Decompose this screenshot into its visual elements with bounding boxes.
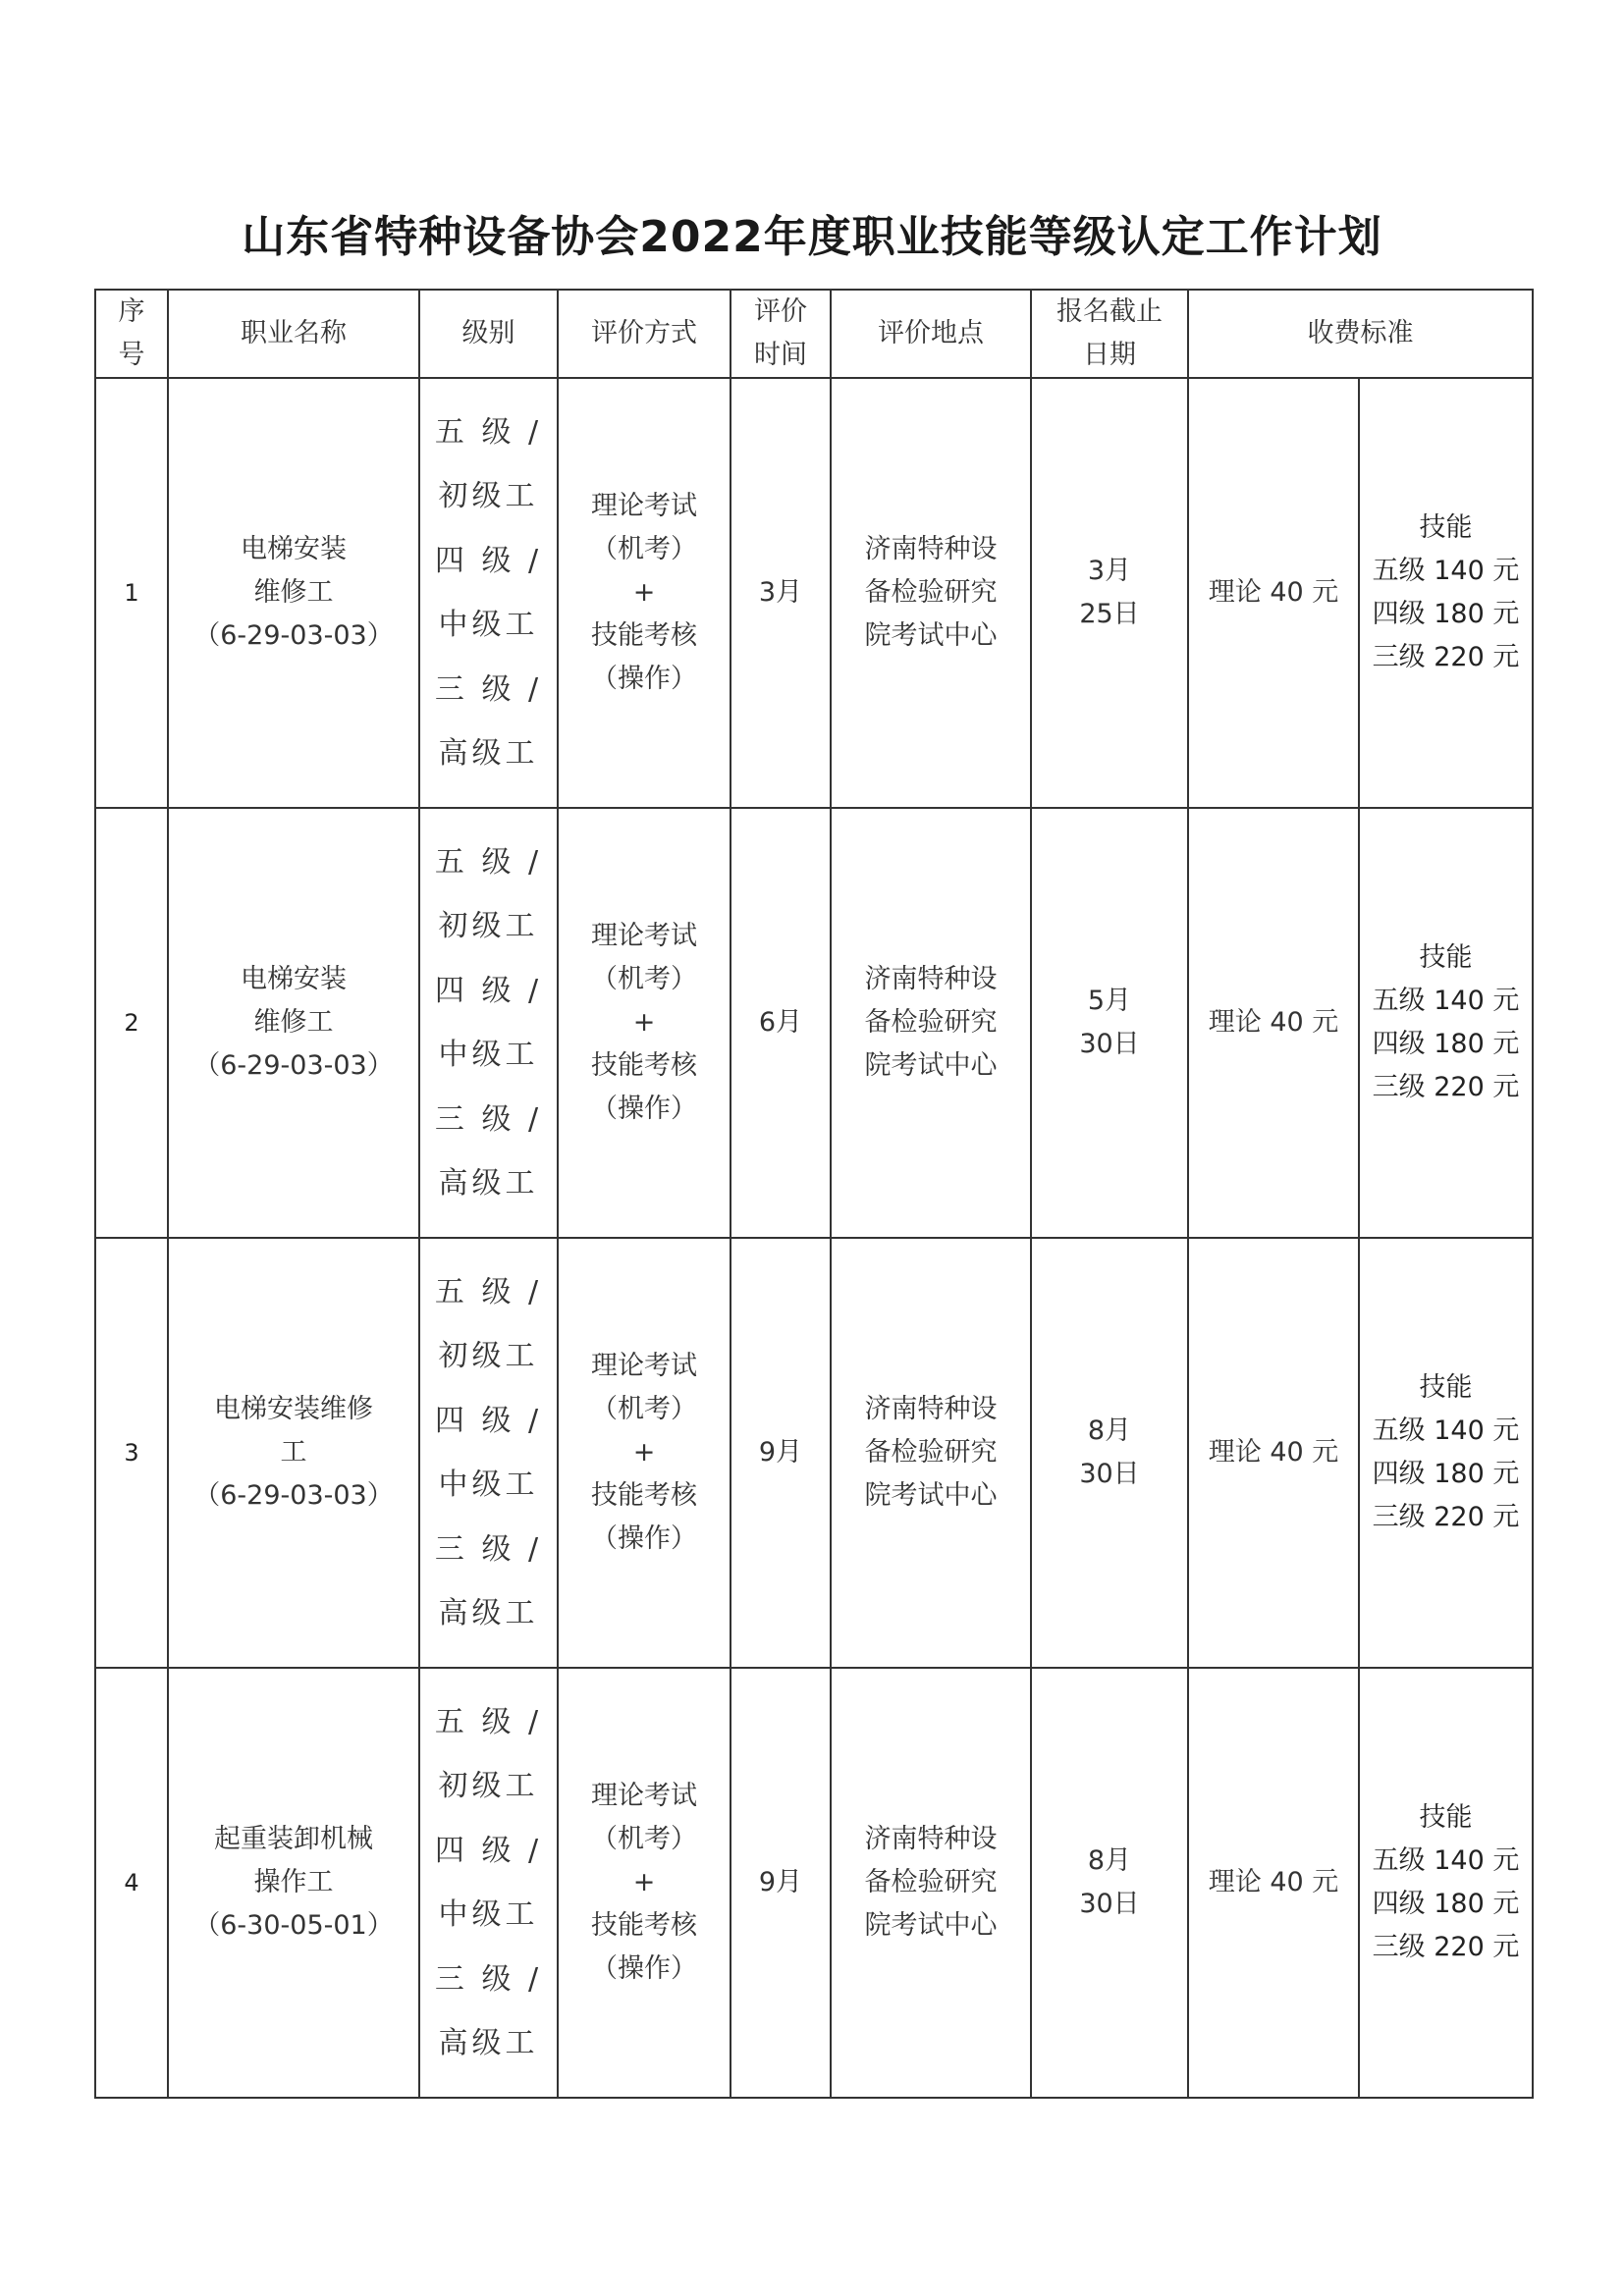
cell-method: 理论考试 （机考） + 技能考核 （操作） [558, 378, 731, 808]
cell-theory-fee: 理论 40 元 [1188, 808, 1359, 1238]
cell-skill-fee: 技能 五级 140 元 四级 180 元 三级 220 元 [1359, 808, 1533, 1238]
header-method: 评价方式 [558, 290, 731, 378]
page-title: 山东省特种设备协会2022年度职业技能等级认定工作计划 [242, 212, 1382, 262]
cell-time: 3月 [731, 378, 831, 808]
cell-method: 理论考试 （机考） + 技能考核 （操作） [558, 1238, 731, 1668]
header-place: 评价地点 [831, 290, 1031, 378]
header-level: 级别 [419, 290, 558, 378]
table-row [95, 378, 1533, 808]
cell-seq: 2 [95, 808, 168, 1238]
header-row [95, 290, 1533, 378]
cell-name: 电梯安装维修 工 （6-29-03-03） [168, 1238, 419, 1668]
table-row [95, 808, 1533, 1238]
cell-deadline: 8月 30日 [1031, 1668, 1188, 2098]
cell-level: 五 级 / 初级工 四 级 / 中级工 三 级 / 高级工 [419, 1668, 558, 2098]
table-body [95, 378, 1533, 2098]
cell-seq: 4 [95, 1668, 168, 2098]
cell-name: 电梯安装 维修工 （6-29-03-03） [168, 378, 419, 808]
cell-seq: 1 [95, 378, 168, 808]
cell-place: 济南特种设 备检验研究 院考试中心 [831, 378, 1031, 808]
header-time: 评价 时间 [731, 290, 831, 378]
cell-deadline: 3月 25日 [1031, 378, 1188, 808]
cell-theory-fee: 理论 40 元 [1188, 1238, 1359, 1668]
cell-level: 五 级 / 初级工 四 级 / 中级工 三 级 / 高级工 [419, 378, 558, 808]
cell-name: 起重装卸机械 操作工 （6-30-05-01） [168, 1668, 419, 2098]
cell-skill-fee: 技能 五级 140 元 四级 180 元 三级 220 元 [1359, 378, 1533, 808]
plan-table [94, 289, 1534, 2099]
cell-place: 济南特种设 备检验研究 院考试中心 [831, 1668, 1031, 2098]
cell-method: 理论考试 （机考） + 技能考核 （操作） [558, 808, 731, 1238]
cell-seq: 3 [95, 1238, 168, 1668]
table-row [95, 1668, 1533, 2098]
cell-method: 理论考试 （机考） + 技能考核 （操作） [558, 1668, 731, 2098]
table-header [95, 290, 1533, 378]
header-fee: 收费标准 [1188, 290, 1533, 378]
cell-time: 9月 [731, 1238, 831, 1668]
cell-deadline: 8月 30日 [1031, 1238, 1188, 1668]
cell-deadline: 5月 30日 [1031, 808, 1188, 1238]
cell-skill-fee: 技能 五级 140 元 四级 180 元 三级 220 元 [1359, 1238, 1533, 1668]
header-name: 职业名称 [168, 290, 419, 378]
cell-place: 济南特种设 备检验研究 院考试中心 [831, 808, 1031, 1238]
cell-skill-fee: 技能 五级 140 元 四级 180 元 三级 220 元 [1359, 1668, 1533, 2098]
cell-time: 6月 [731, 808, 831, 1238]
cell-name: 电梯安装 维修工 （6-29-03-03） [168, 808, 419, 1238]
cell-place: 济南特种设 备检验研究 院考试中心 [831, 1238, 1031, 1668]
table-row [95, 1238, 1533, 1668]
cell-level: 五 级 / 初级工 四 级 / 中级工 三 级 / 高级工 [419, 1238, 558, 1668]
header-seq: 序 号 [95, 290, 168, 378]
cell-time: 9月 [731, 1668, 831, 2098]
cell-theory-fee: 理论 40 元 [1188, 378, 1359, 808]
header-deadline: 报名截止 日期 [1031, 290, 1188, 378]
cell-theory-fee: 理论 40 元 [1188, 1668, 1359, 2098]
cell-level: 五 级 / 初级工 四 级 / 中级工 三 级 / 高级工 [419, 808, 558, 1238]
